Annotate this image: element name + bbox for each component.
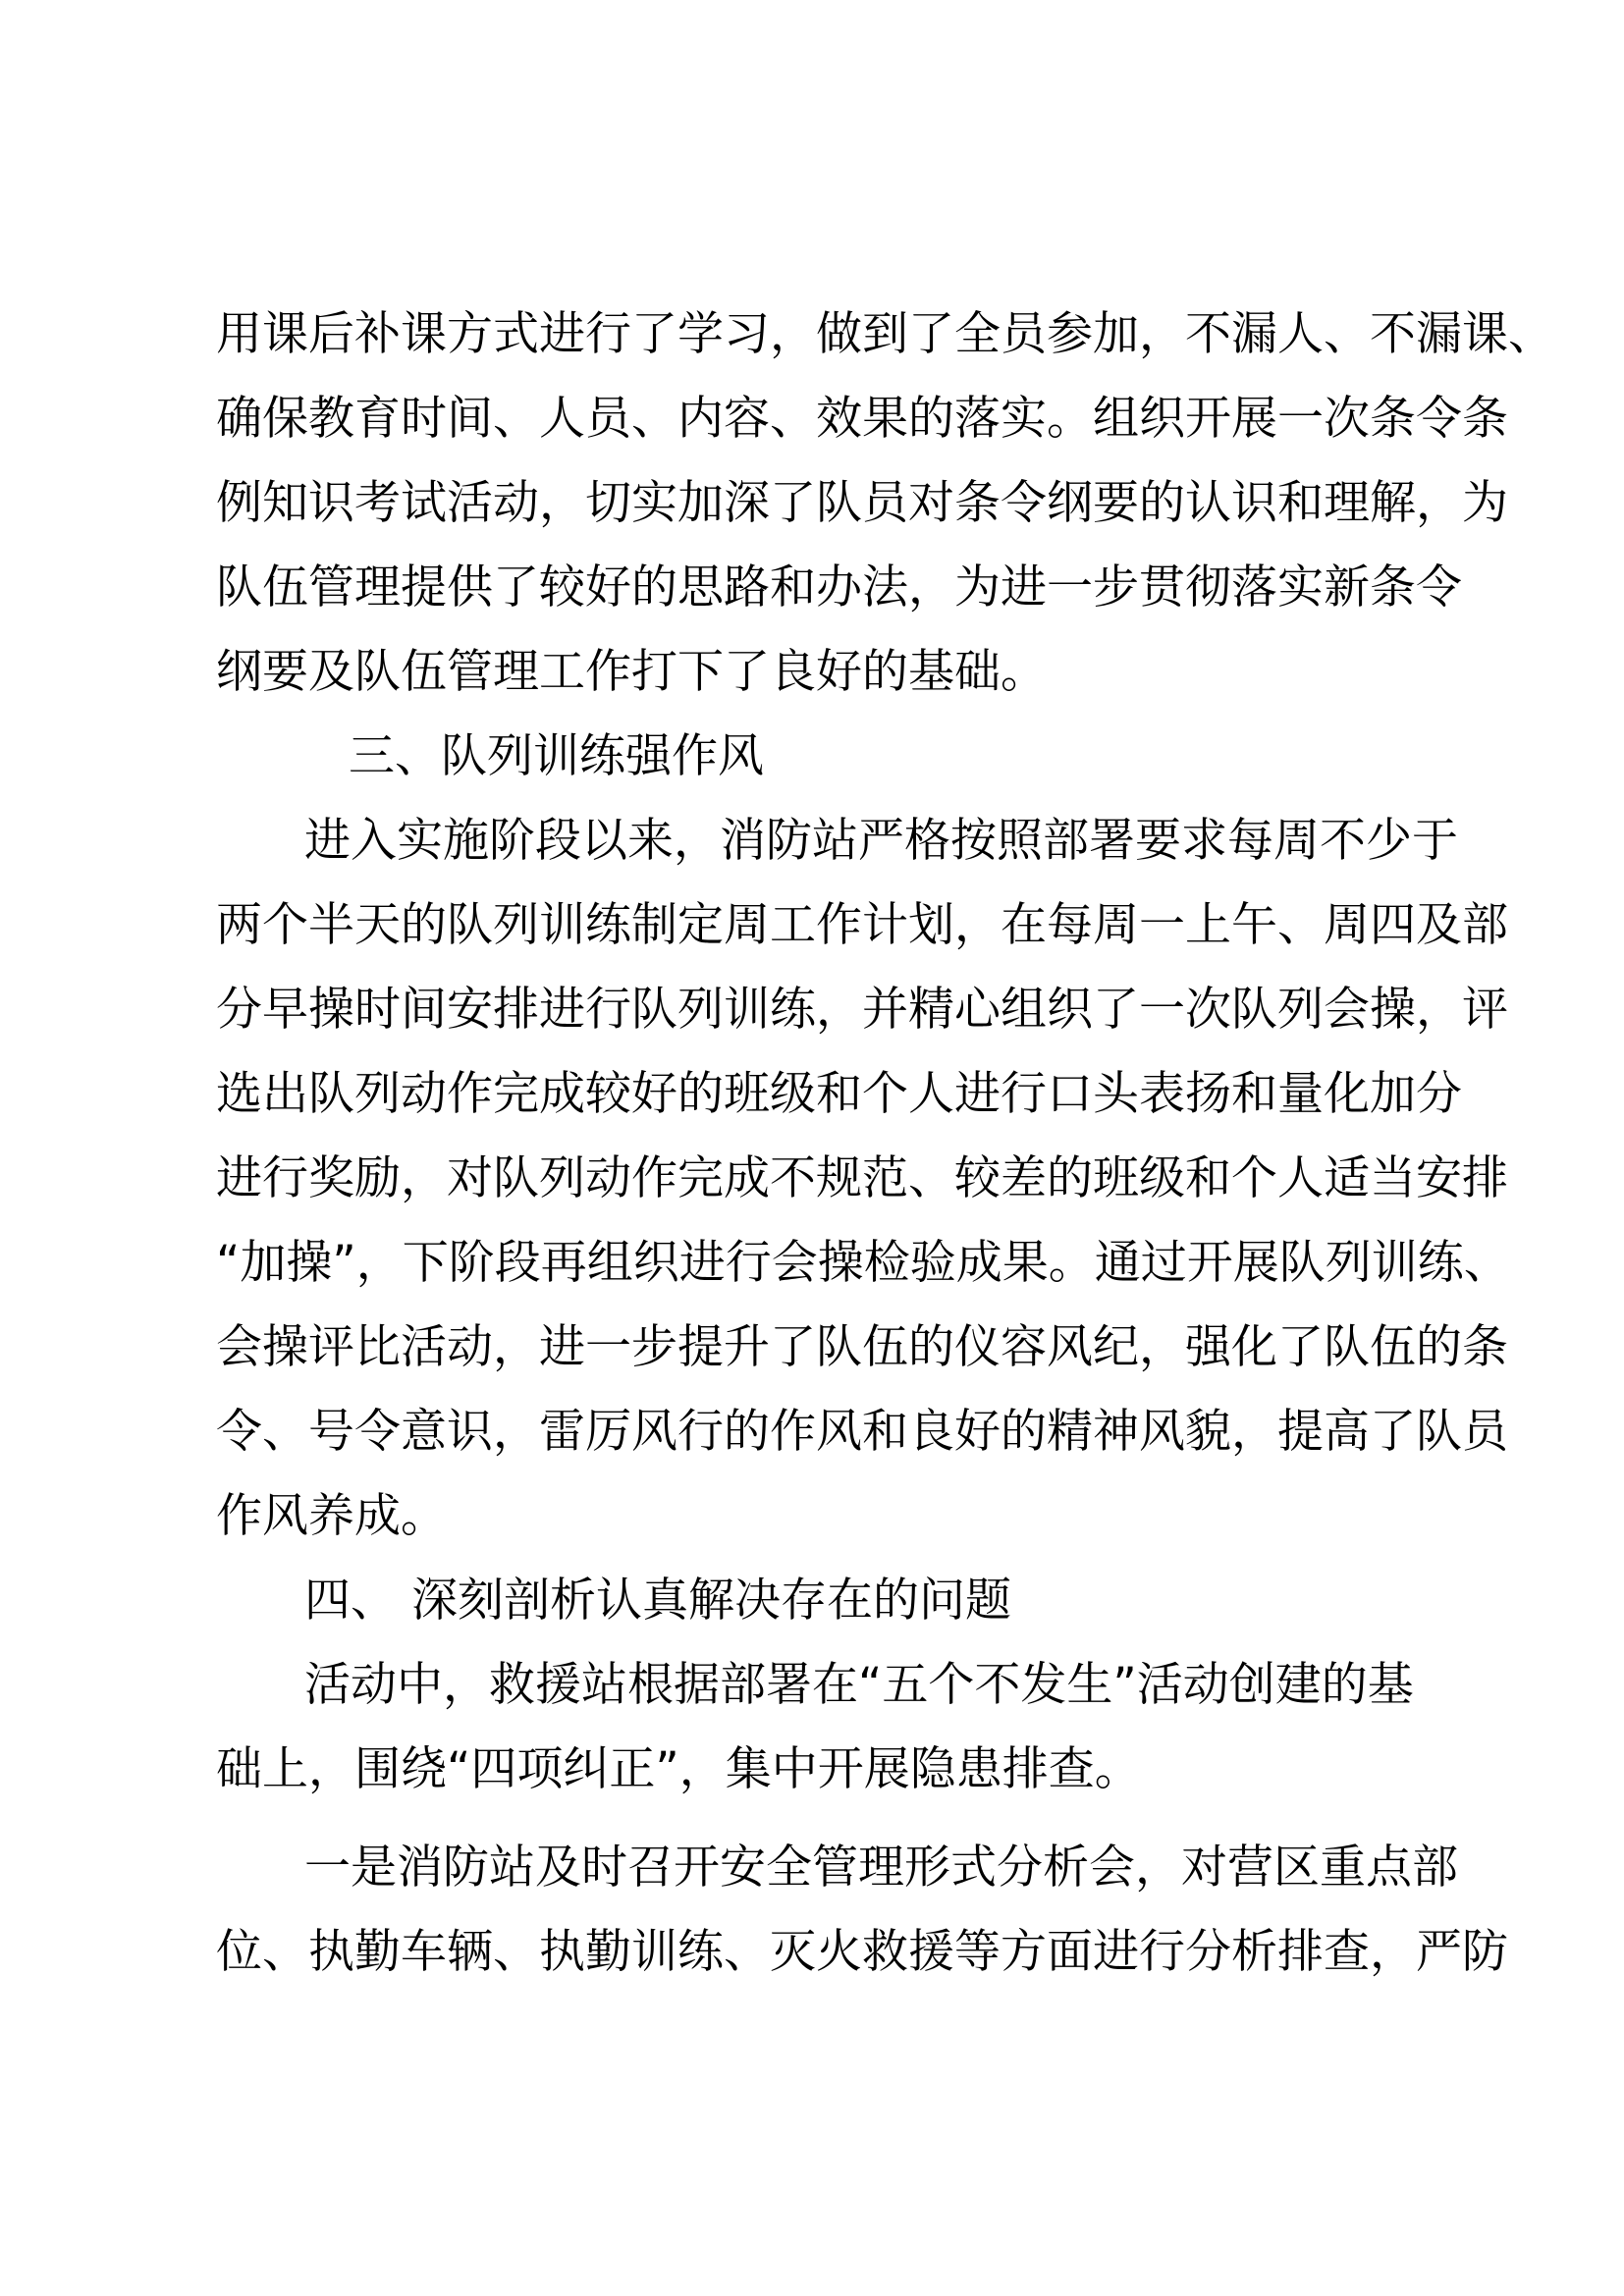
body-line-15: 作风养成。 [216,1489,447,1543]
body-line-11: 进行奖励，对队列动作完成不规范、较差的班级和个人适当安排 [216,1151,1508,1205]
section-heading-3: 三、队列训练强作风 [349,729,764,783]
body-line-20: 位、执勤车辆、执勤训练、灭火救援等方面进行分析排查，严防 [216,1925,1508,1979]
body-line-10: 选出队列动作完成较好的班级和个人进行口头表扬和量化加分 [216,1067,1462,1121]
body-line-12: “加操”，下阶段再组织进行会操检验成果。通过开展队列训练、 [216,1236,1510,1290]
body-line-13: 会操评比活动，进一步提升了队伍的仪容风纪，强化了队伍的条 [216,1320,1508,1374]
body-line-17: 活动中，救援站根据部署在“五个不发生”活动创建的基 [304,1658,1414,1712]
body-line-9: 分早操时间安排进行队列训练，并精心组织了一次队列会操，评 [216,983,1508,1037]
body-line-2: 确保教育时间、人员、内容、效果的落实。组织开展一次条令条 [216,392,1508,446]
body-line-1: 用课后补课方式进行了学习，做到了全员参加，不漏人、不漏课、 [216,307,1554,361]
body-line-3: 例知识考试活动，切实加深了队员对条令纲要的认识和理解，为 [216,476,1508,530]
body-line-14: 令、号令意识，雷厉风行的作风和良好的精神风貌，提高了队员 [216,1405,1508,1459]
body-line-5: 纲要及队伍管理工作打下了良好的基础。 [216,645,1047,699]
body-line-4: 队伍管理提供了较好的思路和办法，为进一步贯彻落实新条令 [216,561,1462,614]
body-line-19: 一是消防站及时召开安全管理形式分析会，对营区重点部 [304,1841,1458,1895]
body-line-8: 两个半天的队列训练制定周工作计划，在每周一上午、周四及部 [216,898,1508,952]
body-line-7: 进入实施阶段以来，消防站严格按照部署要求每周不少于 [304,814,1458,868]
section-heading-4: 四、 深刻剖析认真解决存在的问题 [304,1574,1011,1628]
body-line-18: 础上，围绕“四项纠正”，集中开展隐患排查。 [216,1742,1141,1796]
